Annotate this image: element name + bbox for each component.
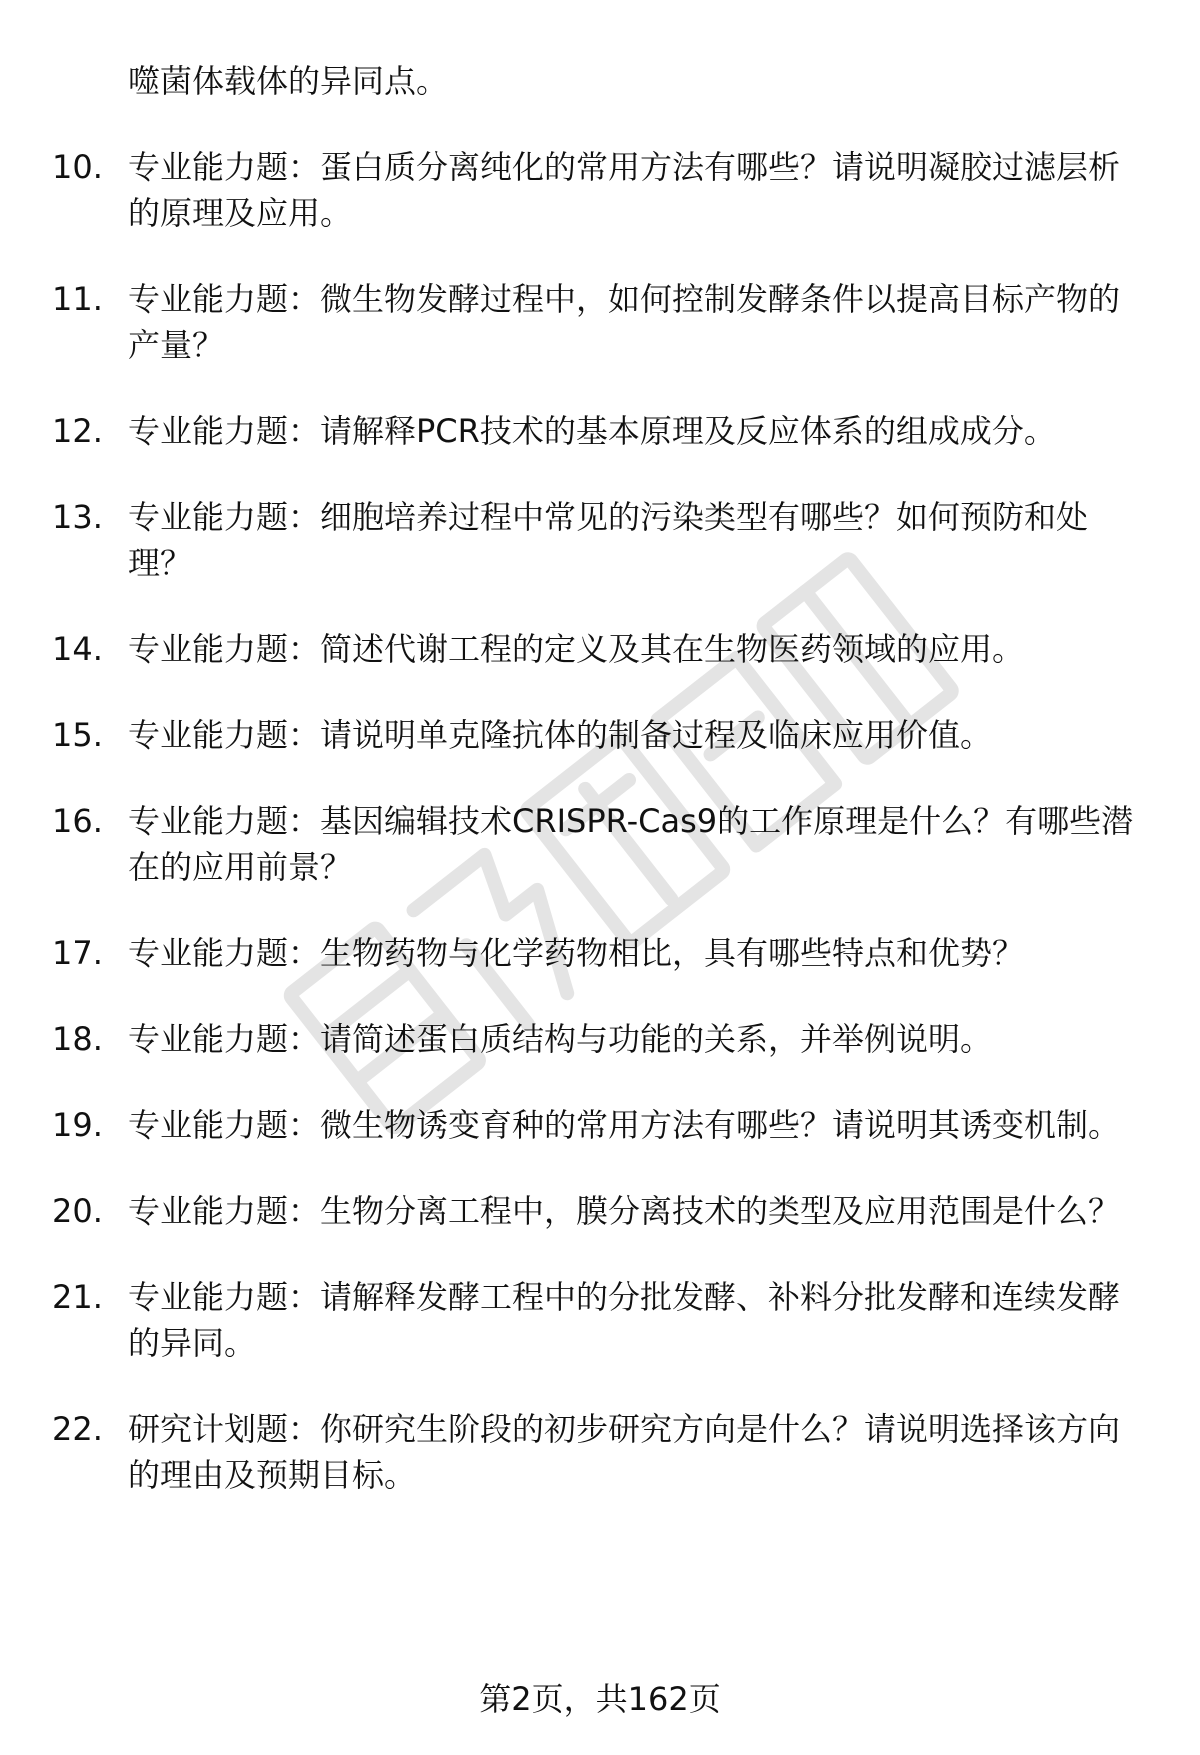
question-text: 专业能力题：请解释发酵工程中的分批发酵、补料分批发酵和连续发酵的异同。 <box>128 1278 1121 1362</box>
question-number: 16. <box>52 802 103 840</box>
question-item <box>0 626 1200 672</box>
question-text: 专业能力题：生物分离工程中，膜分离技术的类型及应用范围是什么？ <box>128 1192 1121 1230</box>
question-item <box>0 712 1200 758</box>
question-item <box>0 930 1200 976</box>
question-number: 17. <box>52 934 103 972</box>
question-text: 专业能力题：请解释PCR技术的基本原理及反应体系的组成成分。 <box>128 412 1056 450</box>
question-item <box>0 798 1200 890</box>
question-number: 11. <box>52 280 103 318</box>
question-number: 14. <box>52 630 103 668</box>
question-item <box>0 144 1200 236</box>
question-item <box>0 1274 1200 1366</box>
page-footer: 第2页，共162页 <box>479 1680 721 1718</box>
question-text: 专业能力题：简述代谢工程的定义及其在生物医药领域的应用。 <box>128 630 1025 668</box>
question-text: 专业能力题：请说明单克隆抗体的制备过程及临床应用价值。 <box>128 716 993 754</box>
question-text: 专业能力题：蛋白质分离纯化的常用方法有哪些？请说明凝胶过滤层析的原理及应用。 <box>128 148 1121 232</box>
question-number: 15. <box>52 716 103 754</box>
question-text: 专业能力题：微生物诱变育种的常用方法有哪些？请说明其诱变机制。 <box>128 1106 1121 1144</box>
question-item <box>0 1406 1200 1498</box>
question-number: 10. <box>52 148 103 186</box>
question-item <box>0 1016 1200 1062</box>
question-text: 研究计划题：你研究生阶段的初步研究方向是什么？请说明选择该方向的理由及预期目标。 <box>128 1410 1121 1494</box>
continuation-text: 噬菌体载体的异同点。 <box>128 62 449 100</box>
question-item <box>0 1102 1200 1148</box>
question-number: 19. <box>52 1106 103 1144</box>
question-text: 专业能力题：微生物发酵过程中，如何控制发酵条件以提高目标产物的产量？ <box>128 280 1121 364</box>
question-number: 22. <box>52 1410 103 1448</box>
question-number: 21. <box>52 1278 103 1316</box>
question-text: 专业能力题：生物药物与化学药物相比，具有哪些特点和优势？ <box>128 934 1025 972</box>
question-item <box>0 408 1200 454</box>
question-text: 专业能力题：请简述蛋白质结构与功能的关系，并举例说明。 <box>128 1020 993 1058</box>
question-number: 18. <box>52 1020 103 1058</box>
question-item <box>0 1188 1200 1234</box>
question-list <box>0 144 1200 1538</box>
question-item <box>0 494 1200 586</box>
question-text: 专业能力题：细胞培养过程中常见的污染类型有哪些？如何预防和处理？ <box>128 498 1089 582</box>
question-text: 专业能力题：基因编辑技术CRISPR-Cas9的工作原理是什么？有哪些潜在的应用前景？ <box>128 802 1134 886</box>
question-number: 12. <box>52 412 103 450</box>
question-item <box>0 276 1200 368</box>
question-number: 20. <box>52 1192 103 1230</box>
question-number: 13. <box>52 498 103 536</box>
